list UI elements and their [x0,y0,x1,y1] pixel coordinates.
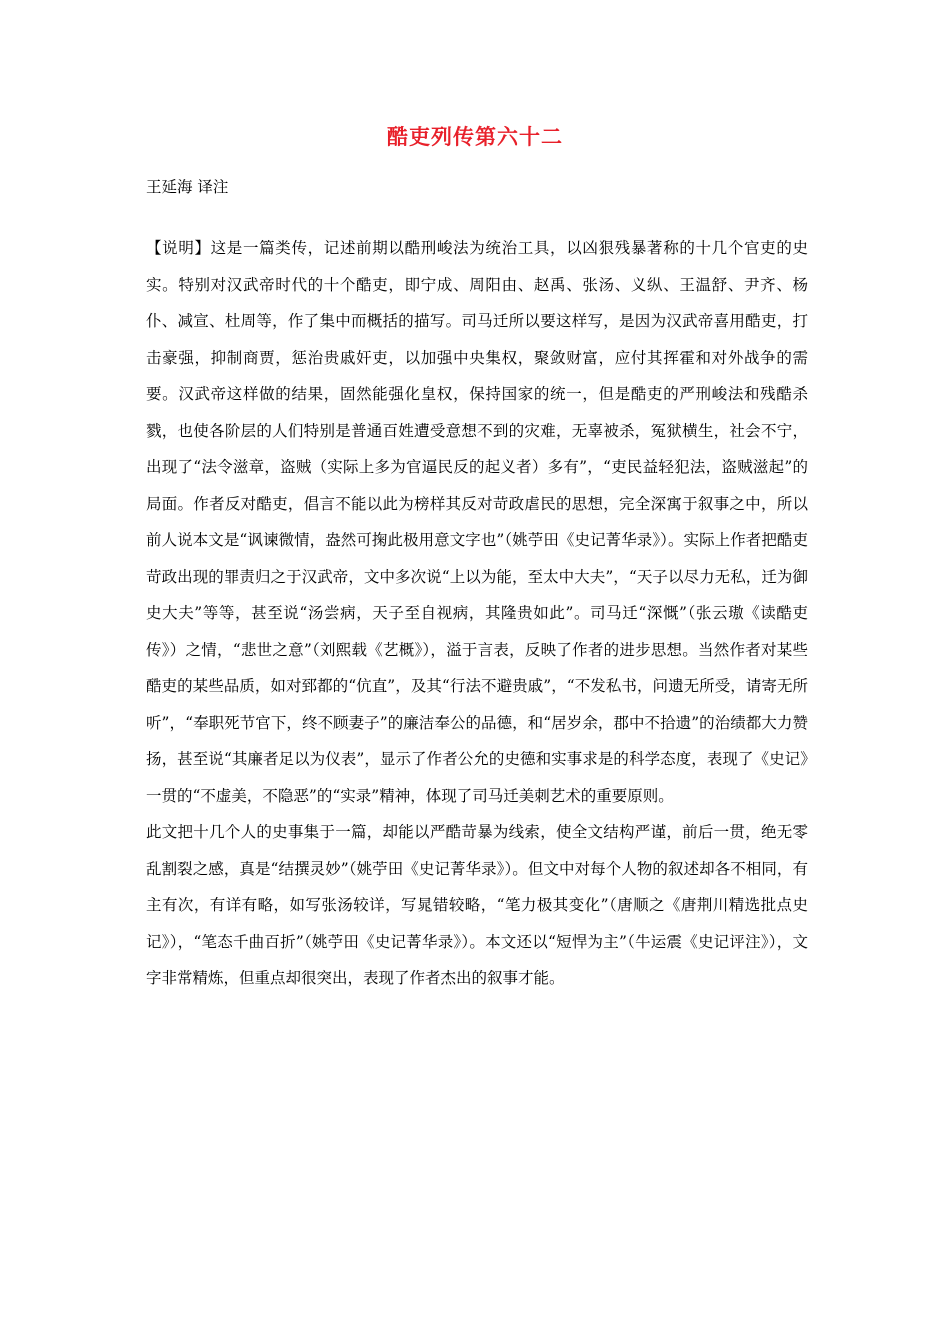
paragraph-structure: 此文把十几个人的史事集于一篇，却能以严酷苛暴为线索，使全文结构严谨，前后一贯，绝无零乱割裂之感，真是“结撰灵妙”（姚苧田《史记菁华录》）。但文中对每个人物的叙述却各不相同，有主有次，有详有略，如写张汤较详，写晁错较略，“笔力极其变化”（唐顺之《唐荆川精选批点史记》），“笔态千曲百折”（姚苧田《史记菁华录》）。本文还以“短悍为主”（牛运震《史记评注》），文字非常精炼，但重点却很突出，表现了作者杰出的叙事才能。 [146,823,808,987]
author-line: 王延海 译注 [146,178,229,196]
body-text [146,230,808,997]
paragraph-intro: 【说明】这是一篇类传，记述前期以酷刑峻法为统治工具，以凶狠残暴著称的十几个官吏的史实。特别对汉武帝时代的十个酷吏，即宁成、周阳由、赵禹、张汤、义纵、王温舒、尹齐、杨仆、减宣、杜周等，作了集中而概括的描写。司马迁所以要这样写，是因为汉武帝喜用酷吏，打击豪强，抑制商贾，惩治贵戚奸吏，以加强中央集权，聚敛财富，应付其挥霍和对外战争的需要。汉武帝这样做的结果，固然能强化皇权，保持国家的统一，但是酷吏的严刑峻法和残酷杀戮，也使各阶层的人们特别是普通百姓遭受意想不到的灾难，无辜被杀，冤狱横生，社会不宁，出现了“法令滋章，盗贼（实际上多为官逼民反的起义者）多有”，“吏民益轻犯法，盗贼滋起”的局面。作者反对酷吏，倡言不能以此为榜样其反对苛政虐民的思想，完全深寓于叙事之中，所以前人说本文是“讽谏微情，盎然可掬此极用意文字也”（姚苧田《史记菁华录》）。实际上作者把酷吏苛政出现的罪责归之于汉武帝，文中多次说“上以为能，至太中大夫”，“天子以尽力无私，迁为御史大夫”等等，甚至说“汤尝病，天子至自视病，其隆贵如此”。司马迁“深慨”（张云璈《读酷吏传》）之情，“悲世之意”（刘熙载《艺概》），溢于言表，反映了作者的进步思想。当然作者对某些酷吏的某些品质，如对郅都的“伉直”，及其“行法不避贵戚”，“不发私书，问遗无所受，请寄无所听”，“奉职死节官下，终不顾妻子”的廉洁奉公的品德，和“居岁余，郡中不拾遗”的治绩都大力赞扬，甚至说“其廉者足以为仪表”，显示了作者公允的史德和实事求是的科学态度，表现了《史记》一贯的“不虚美，不隐恶”的“实录”精神，体现了司马迁美刺艺术的重要原则。 [146,239,808,805]
document-title: 酷吏列传第六十二 [387,124,563,149]
